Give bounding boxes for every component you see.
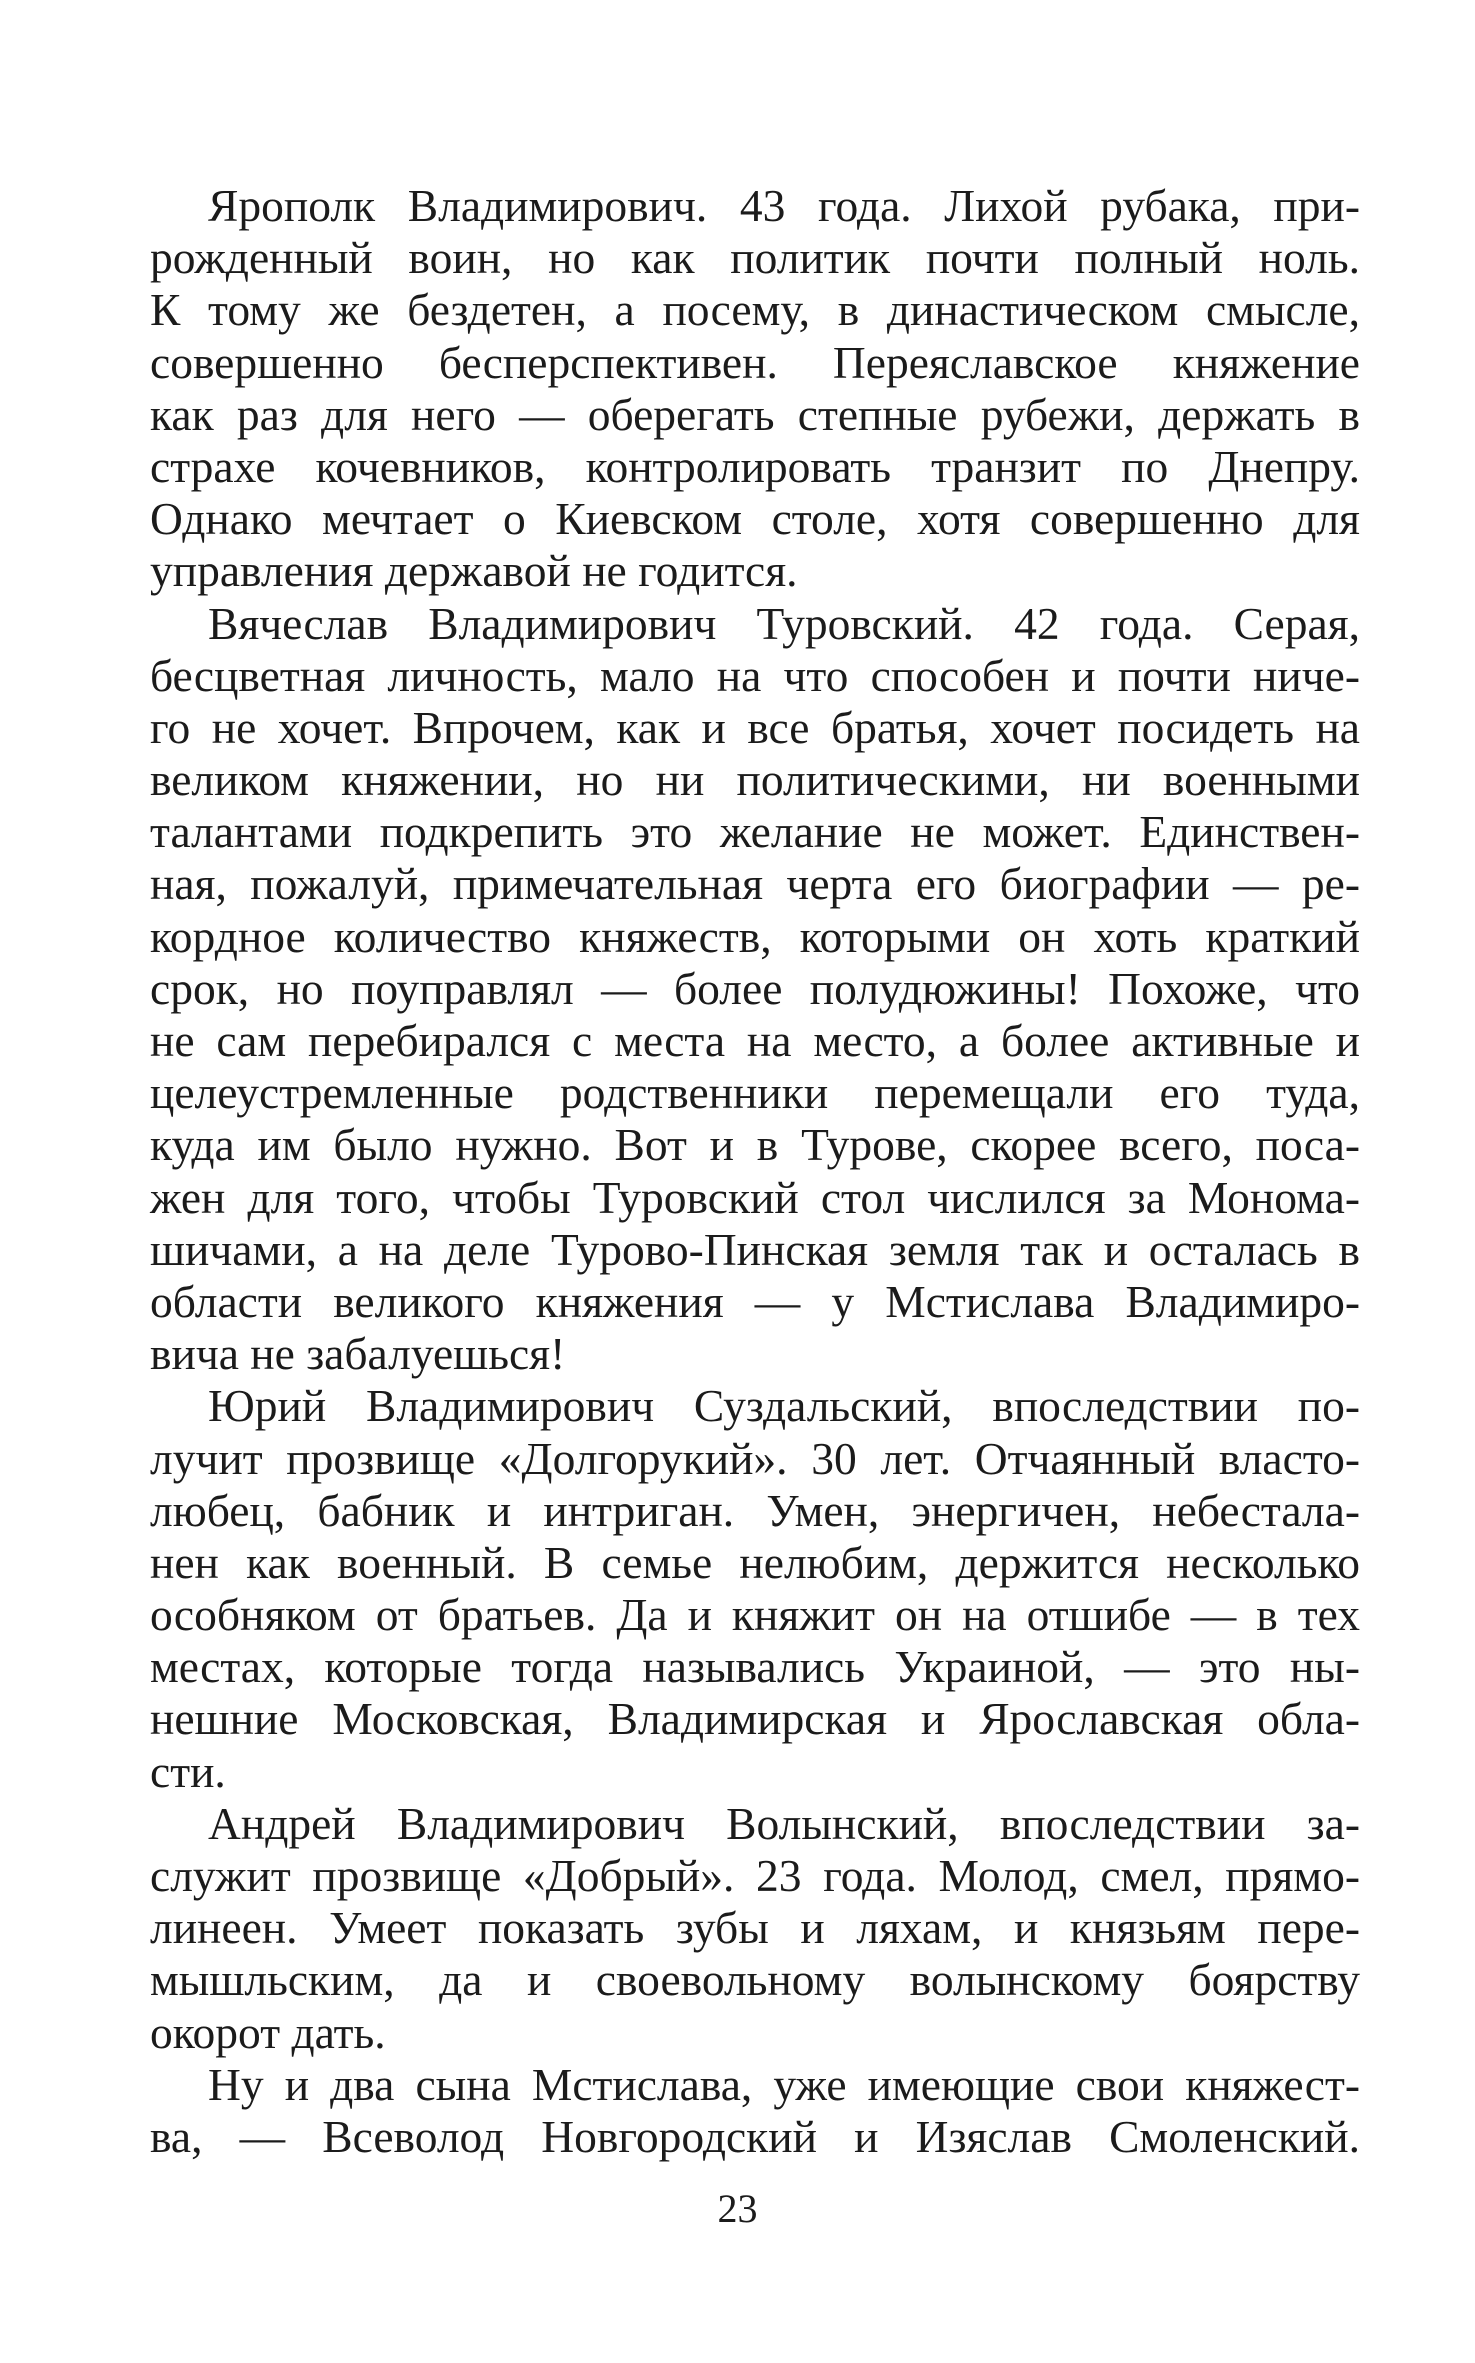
text-line: Ну и два сына Мстислава, уже имеющие свои княжест- (208, 2058, 1360, 2110)
text-line: мышльским, да и своевольному волынскому боярству (150, 1954, 1360, 2006)
text-line: ва, — Всеволод Новгородский и Изяслав Смоленский. (150, 2110, 1360, 2162)
text-line: местах, которые тогда назывались Украиной, — это ны- (150, 1641, 1360, 1693)
paragraph (150, 598, 1360, 1381)
text-line: Вячеслав Владимирович Туровский. 42 года. Серая, (208, 597, 1360, 649)
page-number: 23 (717, 2186, 758, 2231)
text-line: Андрей Владимирович Волынский, впоследствии за- (208, 1797, 1360, 1849)
text-line: кордное количество княжеств, которыми он хоть краткий (150, 910, 1360, 962)
text-line: управления державой не годится. (150, 545, 798, 597)
text-line: срок, но поуправлял — более полудюжины! Похоже, что (150, 962, 1360, 1014)
text-line: Однако мечтает о Киевском столе, хотя совершенно для (150, 493, 1360, 545)
text-line: любец, бабник и интриган. Умен, энергичен, небестала- (150, 1484, 1360, 1536)
text-line: нен как военный. В семье нелюбим, держится несколько (150, 1536, 1360, 1588)
paragraph (150, 180, 1360, 598)
paragraph (150, 1798, 1360, 2059)
paragraph (150, 1380, 1360, 1798)
text-line: рожденный воин, но как политик почти полный ноль. (150, 232, 1360, 284)
text-line: линеен. Умеет показать зубы и ляхам, и князьям пере- (150, 1902, 1360, 1954)
text-line: талантами подкрепить это желание не может. Единствен- (150, 806, 1360, 858)
text-line: целеустремленные родственники перемещали его туда, (150, 1067, 1360, 1119)
text-line: К тому же бездетен, а посему, в династическом смысле, (150, 284, 1360, 336)
text-line: окорот дать. (150, 2006, 386, 2058)
text-line: особняком от братьев. Да и княжит он на отшибе — в тех (150, 1589, 1360, 1641)
text-line: как раз для него — оберегать степные рубежи, держать в (150, 388, 1360, 440)
text-line: нешние Московская, Владимирская и Ярославская обла- (150, 1693, 1360, 1745)
paragraph (150, 2059, 1360, 2163)
text-line: го не хочет. Впрочем, как и все братья, хочет посидеть на (150, 701, 1360, 753)
text-line: Юрий Владимирович Суздальский, впоследствии по- (208, 1380, 1360, 1432)
page-text (150, 180, 1360, 2163)
text-line: Ярополк Владимирович. 43 года. Лихой рубака, при- (208, 180, 1360, 231)
text-line: жен для того, чтобы Туровский стол числился за Монома- (150, 1171, 1360, 1223)
text-line: области великого княжения — у Мстислава Владимиро- (150, 1275, 1360, 1327)
text-line: не сам перебирался с места на место, а более активные и (150, 1015, 1360, 1066)
text-line: шичами, а на деле Турово-Пинская земля так и осталась в (150, 1223, 1360, 1275)
text-line: бесцветная личность, мало на что способен и почти ниче- (150, 649, 1360, 701)
text-line: страхе кочевников, контролировать транзит по Днепру. (150, 440, 1360, 492)
text-line: великом княжении, но ни политическими, ни военными (150, 754, 1360, 806)
text-line: вича не забалуешься! (150, 1328, 566, 1380)
text-line: ная, пожалуй, примечательная черта его биографии — ре- (150, 858, 1360, 910)
text-line: совершенно бесперспективен. Переяславское княжение (150, 336, 1360, 388)
text-line: сти. (150, 1745, 226, 1797)
text-line: служит прозвище «Добрый». 23 года. Молод, смел, прямо- (150, 1850, 1360, 1901)
text-line: куда им было нужно. Вот и в Турове, скорее всего, поса- (150, 1119, 1360, 1171)
text-line: лучит прозвище «Долгорукий». 30 лет. Отчаянный власто- (150, 1432, 1360, 1484)
